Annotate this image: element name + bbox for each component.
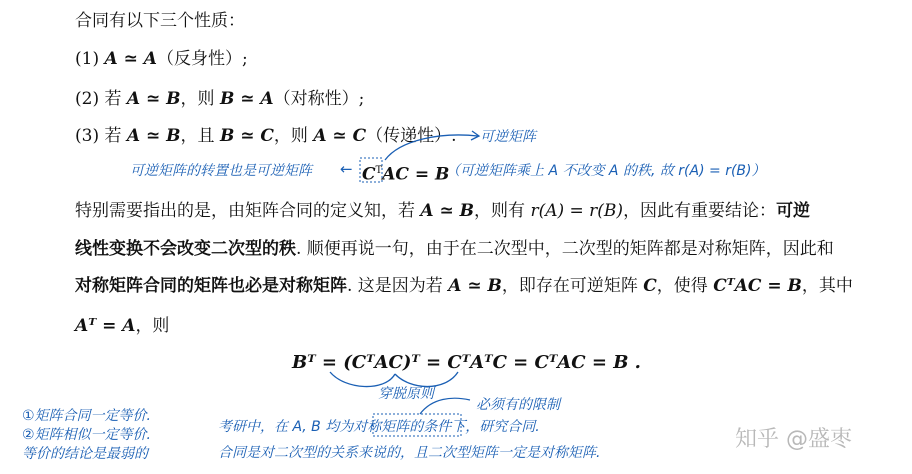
bottom-note-1: 考研中，在 A, B 均为对称矩阵的条件下，研究合同. <box>218 419 540 435</box>
prop2-mid: ，则 <box>180 89 220 109</box>
bottom-note-2: 合同是对二次型的关系来说的，且二次型矩阵一定是对称矩阵. <box>218 445 601 461</box>
prop3-mid2: ，则 <box>273 126 314 146</box>
p1-text-a: 特别需要指出的是，由矩阵合同的定义知，若 <box>75 201 421 221</box>
p3-eq: CᵀAC = B <box>713 276 802 296</box>
prop2-formula2: B ≃ A <box>219 89 274 109</box>
p1-formula: A ≃ B <box>420 201 475 221</box>
limit-arrow <box>420 398 470 414</box>
left-note-3: 等价的结论是最弱的 <box>22 446 148 462</box>
section-heading: 合同有以下三个性质： <box>75 11 245 31</box>
p1-text-c: ，因此有重要结论： <box>623 201 777 221</box>
p3-c: C <box>643 276 657 296</box>
prop1-formula: A ≃ A <box>104 49 157 69</box>
watermark: 知乎 @盛枣 <box>735 427 852 452</box>
p2-bold: 线性变换不会改变二次型的秩 <box>75 239 296 259</box>
prop3-formula2: B ≃ C <box>219 126 274 146</box>
p3-bold: 对称矩阵合同的矩阵也必是对称矩阵 <box>75 276 347 296</box>
p1-bold: 可逆 <box>776 201 811 221</box>
p4-text: ，则 <box>135 316 170 336</box>
prop2-formula: A ≃ B <box>126 89 181 109</box>
left-note-1: ①矩阵合同一定等价. <box>22 408 152 424</box>
eq-sup-t: T <box>375 165 383 176</box>
wear-arc-right <box>395 372 458 387</box>
p2-rest: . 顺便再说一句，由于在二次型中，二次型的矩阵都是对称矩阵，因此和 <box>296 239 834 259</box>
note-required-limit: 必须有的限制 <box>476 397 560 413</box>
prop3-mid: ，且 <box>180 126 220 146</box>
prop3-num: (3) 若 <box>75 126 127 146</box>
p4-formula: Aᵀ = A <box>75 316 136 336</box>
display-equation: Bᵀ = (CᵀAC)ᵀ = CᵀAᵀC = CᵀAC = B . <box>292 352 641 373</box>
p3-text-a: . 这是因为若 <box>347 276 449 296</box>
prop2-num: (2) 若 <box>75 89 127 109</box>
prop3-formula: A ≃ B <box>126 126 181 146</box>
p3-text-b: ，即存在可逆矩阵 <box>501 276 644 296</box>
prop1-label: （反身性）; <box>156 49 248 69</box>
p3-text-d: ，使得 <box>656 276 714 296</box>
invertible-arrow <box>385 135 478 160</box>
eq-rest: AC = B <box>382 164 450 185</box>
note-invertible-matrix: 可逆矩阵 <box>480 129 536 145</box>
arrow-left-icon: ← <box>340 160 353 178</box>
symmetric-dashed-box <box>373 414 461 436</box>
prop3-label: （传递性）. <box>366 126 457 146</box>
p1-text-b: ，则有 <box>474 201 531 221</box>
left-note-2: ②矩阵相似一定等价. <box>22 427 152 443</box>
note-rank: （可逆矩阵乘上 A 不改变 A 的秩, 故 r(A) = r(B)） <box>446 163 766 179</box>
p3-formula: A ≃ B <box>448 276 502 296</box>
eq-c: C <box>362 164 376 185</box>
p1-rank-eq: r(A) = r(B) <box>530 201 624 221</box>
ct-dashed-box <box>360 158 382 182</box>
note-wear-principle: 穿脱原则 <box>378 386 434 402</box>
prop2-label: （对称性）; <box>273 89 365 109</box>
prop1-num: (1) <box>75 49 105 69</box>
prop3-formula3: A ≃ C <box>313 126 367 146</box>
note-transpose: 可逆矩阵的转置也是可逆矩阵 <box>130 163 312 179</box>
wear-arc-left <box>330 372 395 387</box>
p3-text-g: ，其中 <box>801 276 853 296</box>
